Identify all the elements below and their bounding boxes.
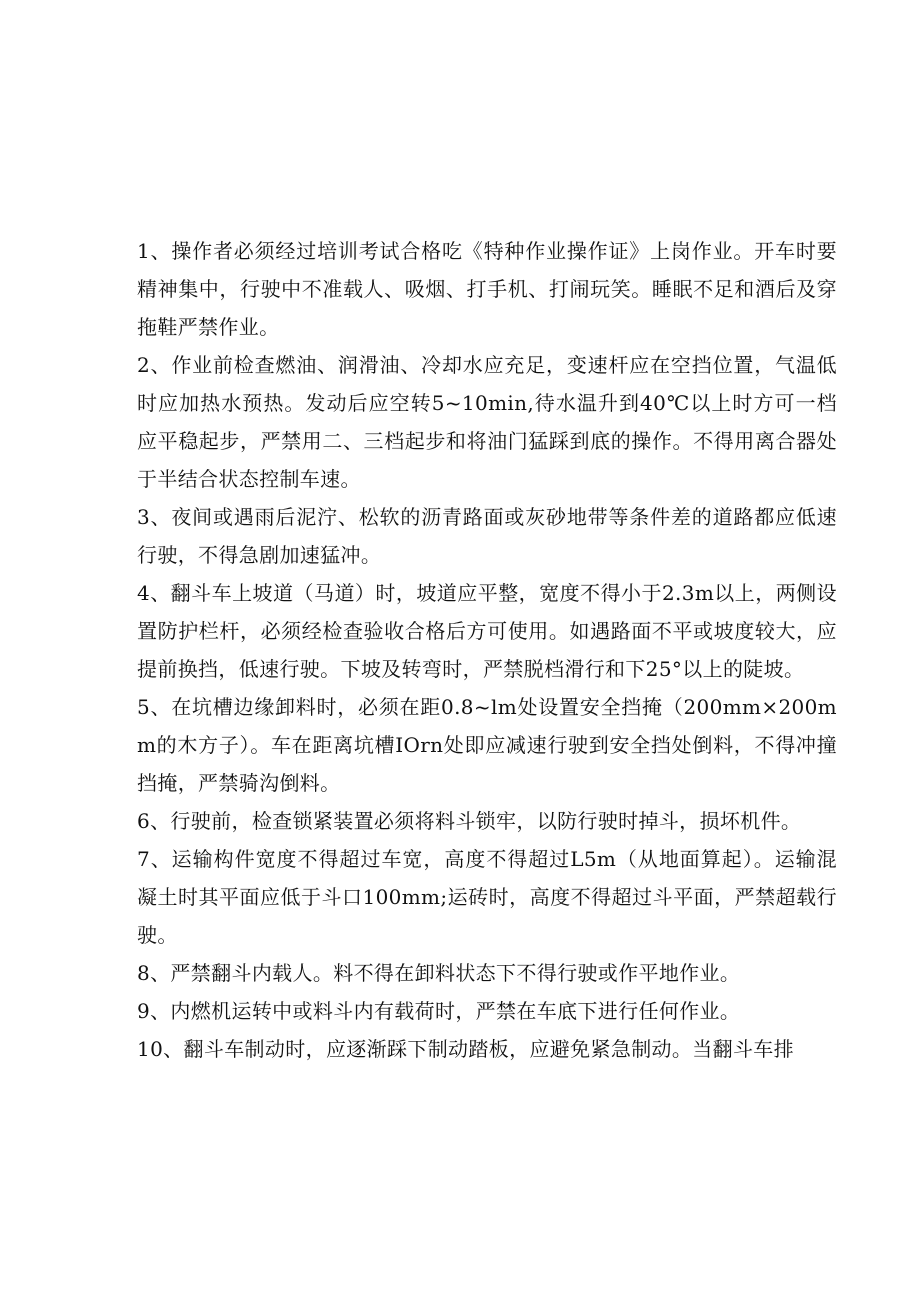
paragraph-8: 8、严禁翻斗内载人。料不得在卸料状态下不得行驶或作平地作业。: [137, 961, 741, 985]
paragraph-3: 3、夜间或遇雨后泥泞、松软的沥青路面或灰砂地带等条件差的道路都应低速行驶，不得急剧加速猛冲。: [137, 505, 837, 567]
paragraph-9: 9、内燃机运转中或料斗内有载荷时，严禁在车底下进行任何作业。: [137, 999, 741, 1023]
paragraph-5: 5、在坑槽边缘卸料时，必须在距0.8~lm处设置安全挡掩（200mm×200mm的木方子）。车在距离坑槽IOrn处即应减速行驶到安全挡处倒料，不得冲撞挡掩，严禁骑沟倒料。: [137, 695, 837, 795]
paragraph-6: 6、行驶前，检查锁紧装置必须将料斗锁牢，以防行驶时掉斗，损坏机件。: [137, 809, 802, 833]
paragraph-1: 1、操作者必须经过培训考试合格吃《特种作业操作证》上岗作业。开车时要精神集中，行驶中不准载人、吸烟、打手机、打闹玩笑。睡眠不足和酒后及穿拖鞋严禁作业。: [137, 239, 837, 339]
paragraph-10: 10、翻斗车制动时，应逐渐踩下制动踏板，应避免紧急制动。当翻斗车排: [137, 1037, 794, 1061]
paragraph-2: 2、作业前检查燃油、润滑油、冷却水应充足，变速杆应在空挡位置，气温低时应加热水预热。发动后应空转5~10min,待水温升到40℃以上时方可一档应平稳起步，严禁用二、三档起步和将油门猛踩到底的操作。不得用离合器处于半结合状态控制车速。: [137, 353, 837, 491]
paragraph-7: 7、运输构件宽度不得超过车宽，高度不得超过L5m（从地面算起）。运输混凝土时其平面应低于斗口100mm;运砖时，高度不得超过斗平面，严禁超载行驶。: [137, 847, 837, 947]
document-body: [137, 232, 837, 1068]
paragraph-4: 4、翻斗车上坡道（马道）时，坡道应平整，宽度不得小于2.3m以上，两侧设置防护栏杆，必须经检查验收合格后方可使用。如遇路面不平或坡度较大，应提前换挡，低速行驶。下坡及转弯时，严禁脱档滑行和下25°以上的陡坡。: [137, 581, 837, 681]
